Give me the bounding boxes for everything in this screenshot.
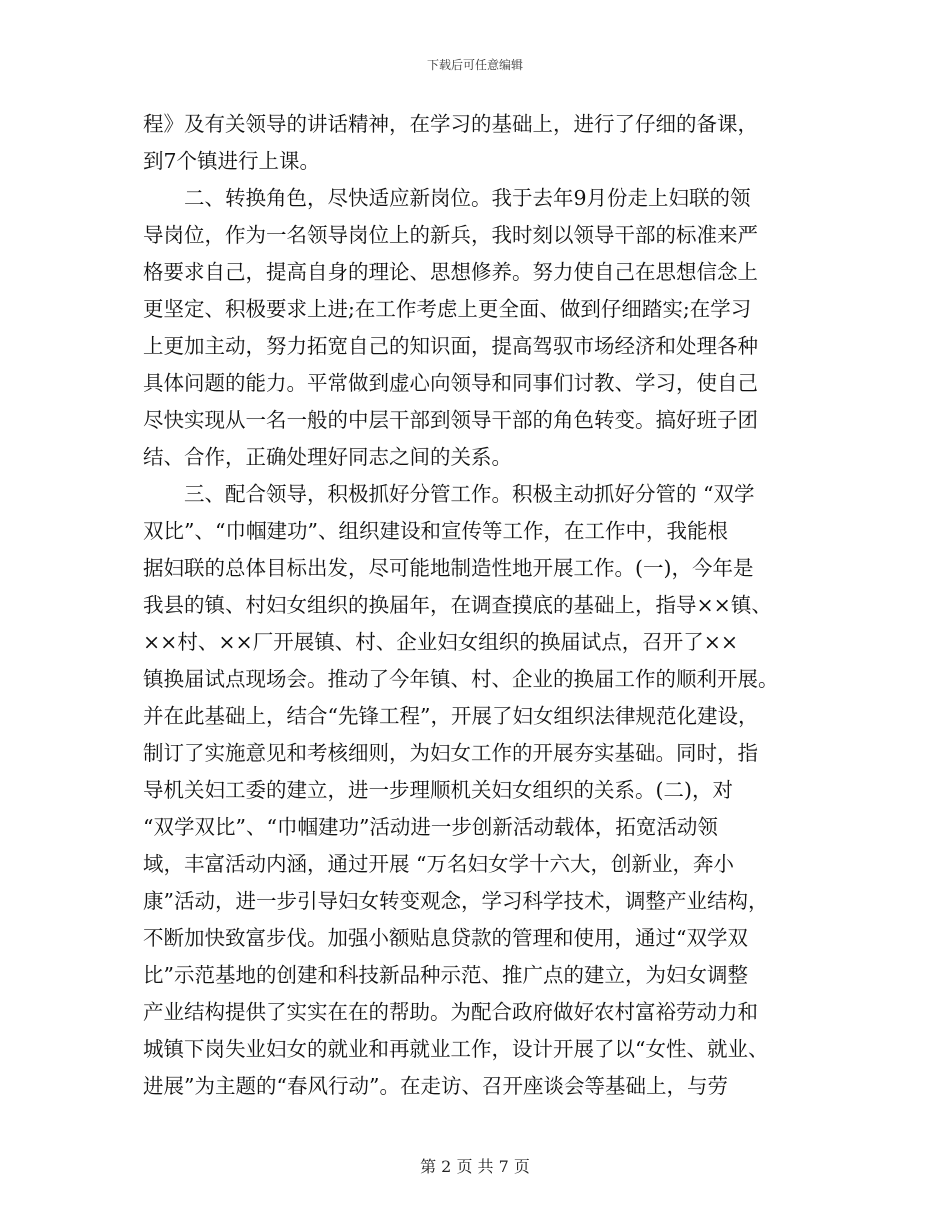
text-line: 导机关妇工委的建立，进一步理顺机关妇女组织的关系。(二)，对 [143, 778, 733, 802]
text-line: 制订了实施意见和考核细则，为妇女工作的开展夯实基础。同时，指 [143, 741, 758, 765]
text-line: 上更加主动，努力拓宽自己的知识面，提高驾驭市场经济和处理各种 [143, 334, 758, 358]
text-line: 比”示范基地的创建和科技新品种示范、推广点的建立，为妇女调整 [143, 963, 748, 987]
text-line: 具体问题的能力。平常做到虚心向领导和同事们讨教、学习，使自己 [143, 371, 758, 395]
text-line: 三、配合领导，积极抓好分管工作。积极主动抓好分管的 “双学 [143, 482, 755, 506]
text-line: 域，丰富活动内涵，通过开展 “万名妇女学十六大，创新业，奔小 [143, 852, 734, 876]
page-number: 第 2 页 共 7 页 [420, 1157, 530, 1176]
text-line: 并在此基础上，结合“先锋工程”，开展了妇女组织法律规范化建设， [143, 704, 759, 728]
page-header: 下载后可任意编辑 [426, 58, 523, 72]
text-line: 据妇联的总体目标出发，尽可能地制造性地开展工作。(一)，今年是 [143, 556, 754, 580]
text-line: 双比”、“巾帼建功”、组织建设和宣传等工作，在工作中，我能根 [143, 519, 728, 543]
text-line: 我县的镇、村妇女组织的换届年，在调查摸底的基础上，指导××镇、 [143, 593, 772, 617]
text-line: 城镇下岗失业妇女的就业和再就业工作，设计开展了以“女性、就业、 [143, 1037, 769, 1061]
text-line: 程》及有关领导的讲话精神，在学习的基础上，进行了仔细的备课， [143, 112, 758, 136]
text-line: 镇换届试点现场会。推动了今年镇、村、企业的换届工作的顺利开展。 [143, 667, 779, 691]
text-line: “双学双比”、“巾帼建功”活动进一步创新活动载体，拓宽活动领 [143, 815, 718, 839]
text-line: 导岗位，作为一名领导岗位上的新兵，我时刻以领导干部的标准来严 [143, 223, 758, 247]
text-line: 产业结构提供了实实在在的帮助。为配合政府做好农村富裕劳动力和 [143, 1000, 758, 1024]
text-line: 更坚定、积极要求上进;在工作考虑上更全面、做到仔细踏实;在学习 [143, 297, 752, 321]
text-line: 二、转换角色，尽快适应新岗位。我于去年9月份走上妇联的领 [143, 186, 751, 210]
text-line: 格要求自己，提高自身的理论、思想修养。努力使自己在思想信念上 [143, 260, 758, 284]
text-line: ××村、××厂开展镇、村、企业妇女组织的换届试点，召开了×× [143, 630, 739, 654]
document-body [143, 106, 809, 1105]
text-line: 进展”为主题的“春风行动”。在走访、召开座谈会等基础上，与劳 [143, 1074, 728, 1098]
text-line: 不断加快致富步伐。加强小额贴息贷款的管理和使用，通过“双学双 [143, 926, 748, 950]
text-line: 康”活动，进一步引导妇女转变观念，学习科学技术，调整产业结构， [143, 889, 769, 913]
text-line: 尽快实现从一名一般的中层干部到领导干部的角色转变。搞好班子团 [143, 408, 758, 432]
text-line: 结、合作，正确处理好同志之间的关系。 [143, 445, 512, 469]
text-line: 到7个镇进行上课。 [143, 149, 321, 173]
